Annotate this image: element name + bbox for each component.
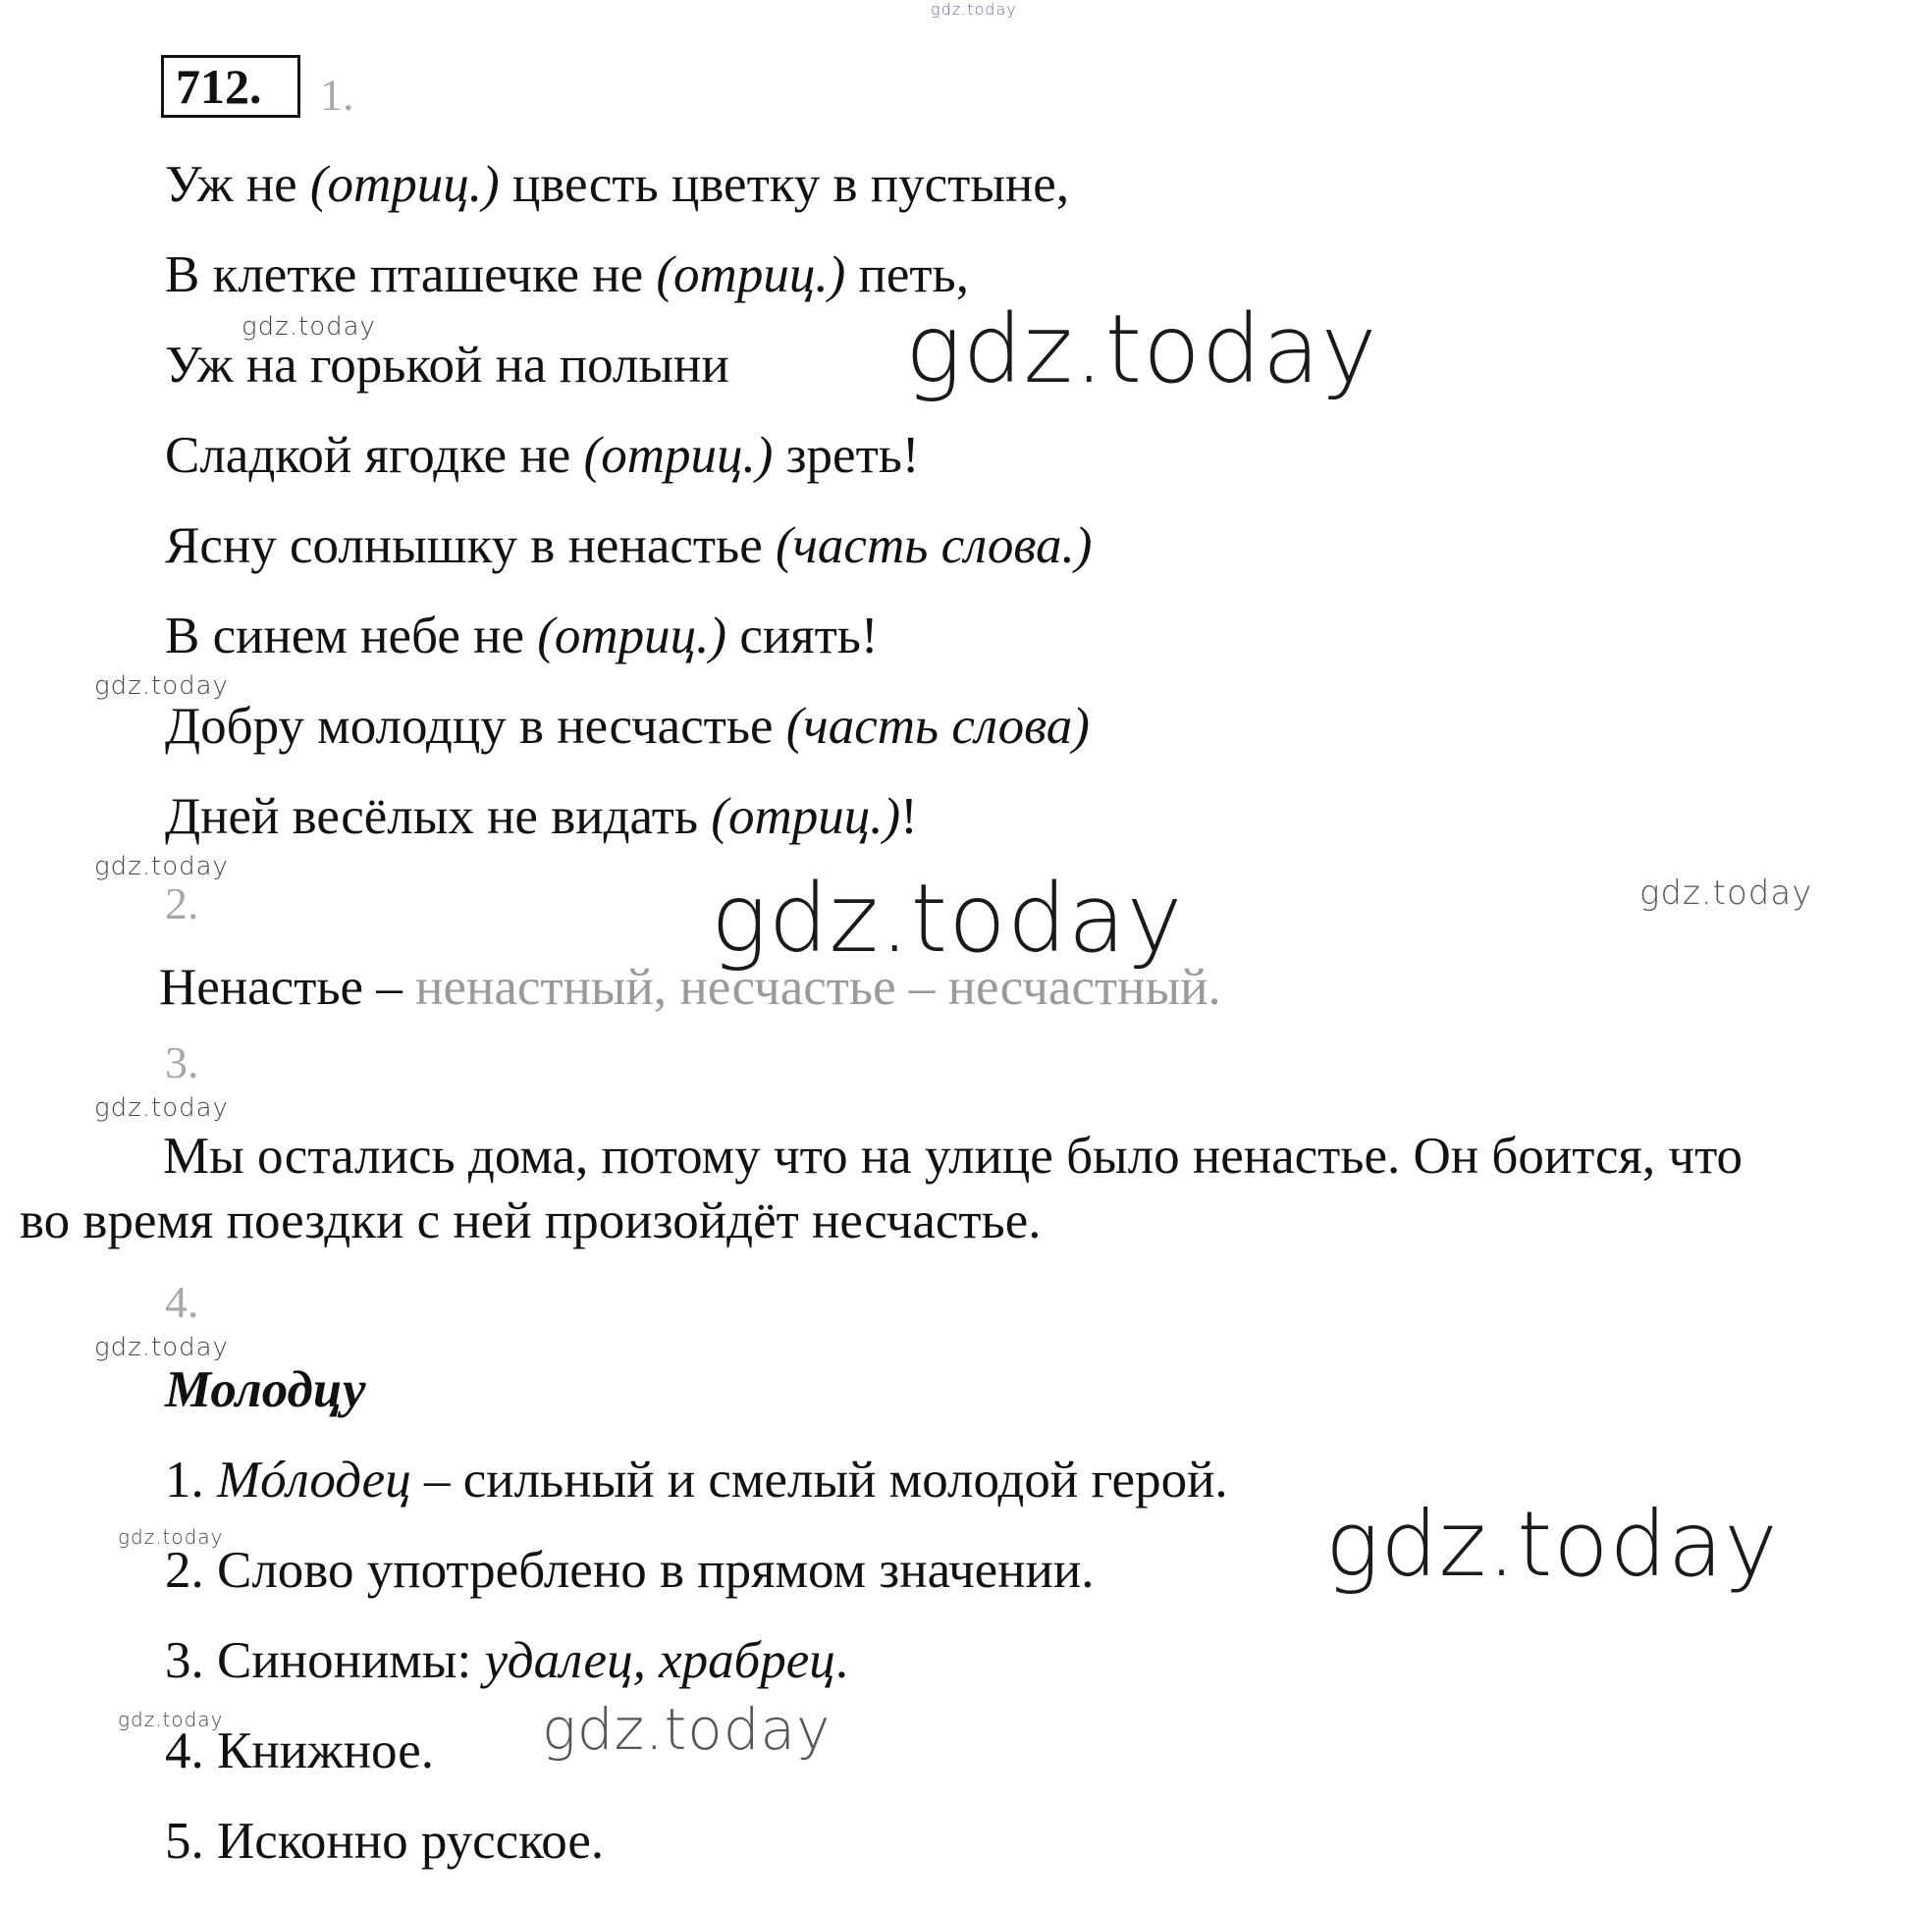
- list-item: 2. Слово употреблено в прямом значении.: [165, 1542, 1095, 1599]
- part2-text: Ненастье – ненастный, несчастье – несчастный.: [159, 959, 1221, 1016]
- word-heading: Молодцу: [165, 1361, 366, 1418]
- watermark-xsmall: gdz.today: [118, 1708, 224, 1731]
- poem-line: Ясну солнышку в ненастье (часть слова.): [165, 517, 1093, 574]
- watermark-large: gdz.today: [1325, 1492, 1779, 1597]
- watermark-small: gdz.today: [242, 312, 376, 342]
- poem-line: Дней весёлых не видать (отриц.)!: [165, 788, 918, 845]
- watermark-medium: gdz.today: [1639, 874, 1813, 913]
- poem-line: В синем небе не (отриц.) сиять!: [165, 608, 879, 664]
- part3-line: Мы остались дома, потому что на улице было ненастье. Он боится, что: [163, 1128, 1744, 1185]
- watermark-large: gdz.today: [905, 294, 1378, 404]
- list-item: 3. Синонимы: удалец, храбрец.: [165, 1632, 849, 1689]
- list-item: 4. Книжное.: [165, 1722, 434, 1779]
- poem-line: Уж не (отриц.) цвесть цветку в пустыне,: [165, 156, 1070, 213]
- poem-line: В клетке пташечке не (отриц.) петь,: [165, 246, 969, 303]
- list-item: 5. Исконно русское.: [165, 1813, 605, 1870]
- watermark-large: gdz.today: [711, 864, 1184, 974]
- poem-line: Уж на горькой на полыни: [165, 337, 729, 394]
- part-number: 3.: [165, 1037, 199, 1087]
- part-number: 4.: [165, 1277, 199, 1327]
- part-number: 2.: [165, 878, 199, 928]
- poem-line: Сладкой ягодке не (отриц.) зреть!: [165, 427, 920, 484]
- task-number: 712.: [161, 55, 300, 118]
- watermark-small: gdz.today: [94, 671, 229, 701]
- watermark-small: gdz.today: [94, 852, 229, 881]
- watermark-xsmall: gdz.today: [118, 1525, 224, 1549]
- watermark-small: gdz.today: [94, 1333, 229, 1362]
- part3-line: во время поездки с ней произойдёт несчастье.: [20, 1192, 1042, 1249]
- list-item: 1. Мóлодец – сильный и смелый молодой герой.: [165, 1452, 1228, 1509]
- watermark-medium: gdz.today: [542, 1696, 832, 1763]
- watermark-top: gdz.today: [931, 0, 1017, 19]
- part-number: 1.: [320, 70, 354, 120]
- watermark-small: gdz.today: [94, 1093, 229, 1123]
- poem-line: Добру молодцу в несчастье (часть слова): [165, 698, 1090, 755]
